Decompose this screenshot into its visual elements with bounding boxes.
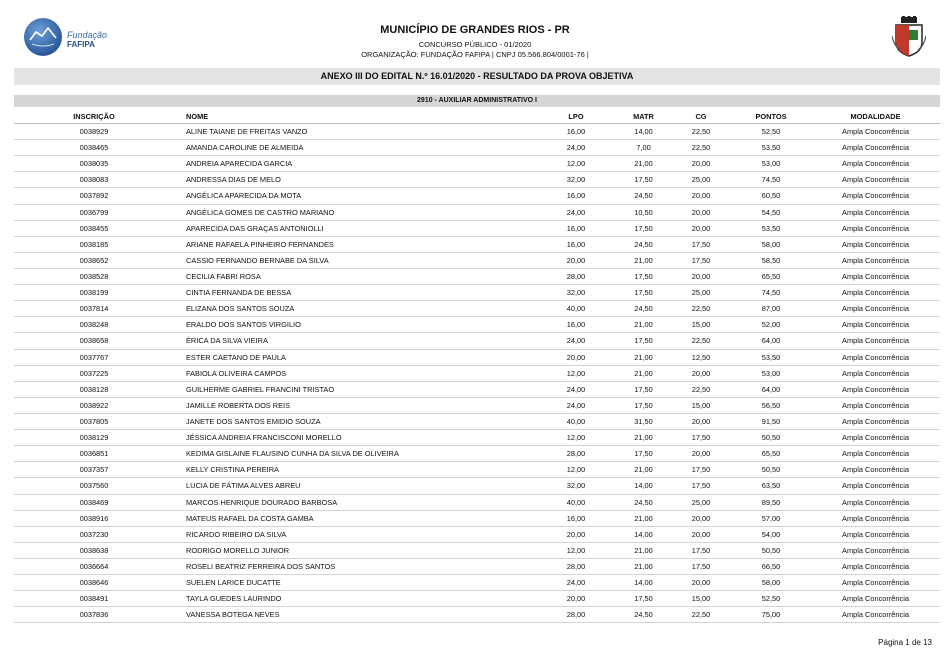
cell-modalidade: Ampla Concorrência — [811, 317, 940, 333]
logo-line1: Fundação — [67, 30, 108, 40]
table-row — [14, 526, 940, 542]
table-row — [14, 252, 940, 268]
cell-pontos: 91,50 — [731, 413, 811, 429]
cell-pontos: 50,50 — [731, 462, 811, 478]
table-row — [14, 591, 940, 607]
cell-cg: 20,00 — [671, 220, 731, 236]
cell-nome: RODRIGO MORELLO JUNIOR — [174, 542, 536, 558]
cell-pontos: 63,50 — [731, 478, 811, 494]
cell-nome: ALINE TAIANE DE FREITAS VANZO — [174, 124, 536, 140]
cell-lpo: 28,00 — [536, 558, 616, 574]
cell-lpo: 24,00 — [536, 397, 616, 413]
cell-cg: 22,50 — [671, 607, 731, 623]
page-number: Página 1 de 13 — [878, 638, 932, 647]
table-row — [14, 462, 940, 478]
cell-matr: 17,50 — [616, 446, 671, 462]
cell-lpo: 24,00 — [536, 333, 616, 349]
cell-nome: SUELEN LARICE DUCATTE — [174, 575, 536, 591]
cell-nome: TAYLA GUEDES LAURINDO — [174, 591, 536, 607]
contest-subtitle: CONCURSO PÚBLICO - 01/2020 — [418, 40, 532, 49]
cell-lpo: 28,00 — [536, 607, 616, 623]
cell-cg: 20,00 — [671, 510, 731, 526]
col-header-pontos: PONTOS — [731, 109, 811, 124]
cell-inscricao: 0037767 — [14, 349, 174, 365]
cell-pontos: 53,00 — [731, 156, 811, 172]
cell-lpo: 12,00 — [536, 430, 616, 446]
cell-matr: 7,00 — [616, 140, 671, 156]
cell-nome: ROSELI BEATRIZ FERREIRA DOS SANTOS — [174, 558, 536, 574]
cell-pontos: 50,50 — [731, 542, 811, 558]
cell-pontos: 53,00 — [731, 365, 811, 381]
annex-title-bar: ANEXO III DO EDITAL N.º 16.01/2020 - RESULTADO DA PROVA OBJETIVA — [14, 68, 940, 85]
cell-lpo: 28,00 — [536, 268, 616, 284]
cell-pontos: 53,50 — [731, 349, 811, 365]
cell-pontos: 65,50 — [731, 268, 811, 284]
table-row — [14, 204, 940, 220]
cell-pontos: 64,00 — [731, 381, 811, 397]
cell-pontos: 52,00 — [731, 317, 811, 333]
cell-cg: 20,00 — [671, 575, 731, 591]
cell-nome: ESTER CAETANO DE PAULA — [174, 349, 536, 365]
cell-inscricao: 0038646 — [14, 575, 174, 591]
cell-cg: 20,00 — [671, 365, 731, 381]
cell-nome: KEDIMA GISLAINE FLAUSINO CUNHA DA SILVA DE OLIVEIRA — [174, 446, 536, 462]
cell-inscricao: 0037814 — [14, 301, 174, 317]
document-title: MUNICÍPIO DE GRANDES RIOS - PR — [380, 24, 570, 36]
cell-nome: GUILHERME GABRIEL FRANCINI TRISTAO — [174, 381, 536, 397]
cell-lpo: 24,00 — [536, 140, 616, 156]
cell-inscricao: 0038248 — [14, 317, 174, 333]
cell-pontos: 54,50 — [731, 204, 811, 220]
cell-cg: 20,00 — [671, 526, 731, 542]
cell-cg: 12,50 — [671, 349, 731, 365]
col-header-modalidade: MODALIDADE — [811, 109, 940, 124]
cell-matr: 17,50 — [616, 172, 671, 188]
cell-matr: 17,50 — [616, 591, 671, 607]
table-row — [14, 140, 940, 156]
cell-cg: 17,50 — [671, 236, 731, 252]
cell-modalidade: Ampla Concorrência — [811, 542, 940, 558]
cell-nome: ANDREIA APARECIDA GARCIA — [174, 156, 536, 172]
cell-cg: 20,00 — [671, 204, 731, 220]
cell-pontos: 58,50 — [731, 252, 811, 268]
cell-inscricao: 0038652 — [14, 252, 174, 268]
cell-nome: MATEUS RAFAEL DA COSTA GAMBA — [174, 510, 536, 526]
cell-lpo: 24,00 — [536, 575, 616, 591]
position-title-bar: 2910 - AUXILIAR ADMINISTRATIVO I — [14, 95, 940, 107]
cell-nome: FABIOLA OLIVEIRA CAMPOS — [174, 365, 536, 381]
cell-lpo: 12,00 — [536, 542, 616, 558]
cell-nome: KELLY CRISTINA PEREIRA — [174, 462, 536, 478]
cell-nome: ANGÉLICA APARECIDA DA MOTA — [174, 188, 536, 204]
cell-inscricao: 0038469 — [14, 494, 174, 510]
cell-cg: 17,50 — [671, 542, 731, 558]
cell-nome: JÉSSICA ANDREIA FRANCISCONI MORELLO — [174, 430, 536, 446]
cell-matr: 31,50 — [616, 413, 671, 429]
cell-modalidade: Ampla Concorrência — [811, 220, 940, 236]
col-header-lpo: LPO — [536, 109, 616, 124]
cell-cg: 20,00 — [671, 413, 731, 429]
cell-lpo: 40,00 — [536, 301, 616, 317]
cell-matr: 21,00 — [616, 317, 671, 333]
cell-pontos: 58,00 — [731, 575, 811, 591]
table-row — [14, 430, 940, 446]
cell-inscricao: 0038929 — [14, 124, 174, 140]
cell-modalidade: Ampla Concorrência — [811, 462, 940, 478]
table-row — [14, 397, 940, 413]
table-row — [14, 494, 940, 510]
cell-inscricao: 0038129 — [14, 430, 174, 446]
cell-nome: ÉRICA DA SILVA VIEIRA — [174, 333, 536, 349]
cell-inscricao: 0038128 — [14, 381, 174, 397]
cell-inscricao: 0038185 — [14, 236, 174, 252]
cell-lpo: 28,00 — [536, 446, 616, 462]
cell-modalidade: Ampla Concorrência — [811, 510, 940, 526]
cell-inscricao: 0037836 — [14, 607, 174, 623]
cell-nome: CASSIO FERNANDO BERNABE DA SILVA — [174, 252, 536, 268]
cell-modalidade: Ampla Concorrência — [811, 558, 940, 574]
cell-matr: 21,00 — [616, 252, 671, 268]
cell-modalidade: Ampla Concorrência — [811, 301, 940, 317]
cell-matr: 21,00 — [616, 430, 671, 446]
cell-pontos: 66,50 — [731, 558, 811, 574]
cell-modalidade: Ampla Concorrência — [811, 397, 940, 413]
cell-nome: CINTIA FERNANDA DE BESSA — [174, 285, 536, 301]
cell-cg: 20,00 — [671, 446, 731, 462]
cell-cg: 15,00 — [671, 591, 731, 607]
cell-lpo: 16,00 — [536, 317, 616, 333]
cell-nome: LUCIA DE FÁTIMA ALVES ABREU — [174, 478, 536, 494]
cell-cg: 20,00 — [671, 188, 731, 204]
table-row — [14, 268, 940, 284]
cell-matr: 24,50 — [616, 301, 671, 317]
cell-matr: 17,50 — [616, 333, 671, 349]
cell-lpo: 40,00 — [536, 494, 616, 510]
cell-pontos: 74,50 — [731, 172, 811, 188]
cell-inscricao: 0038916 — [14, 510, 174, 526]
cell-modalidade: Ampla Concorrência — [811, 124, 940, 140]
table-row — [14, 413, 940, 429]
cell-matr: 14,00 — [616, 124, 671, 140]
cell-matr: 17,50 — [616, 220, 671, 236]
cell-cg: 22,50 — [671, 301, 731, 317]
cell-cg: 22,50 — [671, 140, 731, 156]
cell-matr: 21,00 — [616, 510, 671, 526]
cell-lpo: 20,00 — [536, 252, 616, 268]
cell-cg: 17,50 — [671, 462, 731, 478]
cell-lpo: 16,00 — [536, 124, 616, 140]
cell-inscricao: 0037805 — [14, 413, 174, 429]
cell-pontos: 52,50 — [731, 591, 811, 607]
table-row — [14, 220, 940, 236]
cell-lpo: 20,00 — [536, 349, 616, 365]
cell-inscricao: 0038922 — [14, 397, 174, 413]
col-header-nome: NOME — [174, 109, 536, 124]
cell-pontos: 56,50 — [731, 397, 811, 413]
cell-nome: JAMILLE ROBERTA DOS REIS — [174, 397, 536, 413]
cell-inscricao: 0037230 — [14, 526, 174, 542]
col-header-cg: CG — [671, 109, 731, 124]
cell-nome: VANESSA BOTEGA NEVES — [174, 607, 536, 623]
table-row — [14, 478, 940, 494]
cell-modalidade: Ampla Concorrência — [811, 285, 940, 301]
cell-pontos: 75,00 — [731, 607, 811, 623]
cell-pontos: 89,50 — [731, 494, 811, 510]
cell-matr: 17,50 — [616, 285, 671, 301]
cell-lpo: 12,00 — [536, 462, 616, 478]
cell-inscricao: 0036664 — [14, 558, 174, 574]
cell-matr: 24,50 — [616, 607, 671, 623]
table-row — [14, 124, 940, 140]
cell-cg: 22,50 — [671, 124, 731, 140]
cell-inscricao: 0037560 — [14, 478, 174, 494]
cell-inscricao: 0037892 — [14, 188, 174, 204]
cell-modalidade: Ampla Concorrência — [811, 236, 940, 252]
cell-pontos: 57,00 — [731, 510, 811, 526]
table-row — [14, 607, 940, 623]
cell-inscricao: 0038528 — [14, 268, 174, 284]
cell-pontos: 58,00 — [731, 236, 811, 252]
cell-modalidade: Ampla Concorrência — [811, 607, 940, 623]
cell-inscricao: 0037357 — [14, 462, 174, 478]
cell-lpo: 32,00 — [536, 172, 616, 188]
table-row — [14, 156, 940, 172]
cell-modalidade: Ampla Concorrência — [811, 365, 940, 381]
cell-inscricao: 0038455 — [14, 220, 174, 236]
table-row — [14, 365, 940, 381]
cell-lpo: 24,00 — [536, 381, 616, 397]
cell-modalidade: Ampla Concorrência — [811, 575, 940, 591]
cell-modalidade: Ampla Concorrência — [811, 526, 940, 542]
cell-cg: 20,00 — [671, 268, 731, 284]
cell-pontos: 50,50 — [731, 430, 811, 446]
cell-cg: 15,00 — [671, 397, 731, 413]
cell-modalidade: Ampla Concorrência — [811, 268, 940, 284]
cell-modalidade: Ampla Concorrência — [811, 140, 940, 156]
table-row — [14, 381, 940, 397]
cell-matr: 21,00 — [616, 156, 671, 172]
cell-inscricao: 0038658 — [14, 333, 174, 349]
cell-inscricao: 0038083 — [14, 172, 174, 188]
cell-inscricao: 0038465 — [14, 140, 174, 156]
cell-lpo: 16,00 — [536, 188, 616, 204]
cell-nome: AMANDA CAROLINE DE ALMEIDA — [174, 140, 536, 156]
col-header-matr: MATR — [616, 109, 671, 124]
table-row — [14, 575, 940, 591]
cell-inscricao: 0036799 — [14, 204, 174, 220]
table-header-row — [14, 109, 940, 124]
table-body — [14, 124, 940, 623]
cell-lpo: 32,00 — [536, 478, 616, 494]
cell-nome: ANDRESSA DIAS DE MELO — [174, 172, 536, 188]
cell-pontos: 54,00 — [731, 526, 811, 542]
cell-cg: 20,00 — [671, 156, 731, 172]
cell-nome: ELIZANA DOS SANTOS SOUZA — [174, 301, 536, 317]
cell-nome: CECILIA FABRI ROSA — [174, 268, 536, 284]
table-row — [14, 333, 940, 349]
cell-modalidade: Ampla Concorrência — [811, 156, 940, 172]
cell-pontos: 53,50 — [731, 140, 811, 156]
cell-modalidade: Ampla Concorrência — [811, 188, 940, 204]
cell-modalidade: Ampla Concorrência — [811, 172, 940, 188]
cell-matr: 21,00 — [616, 558, 671, 574]
cell-matr: 21,00 — [616, 365, 671, 381]
cell-modalidade: Ampla Concorrência — [811, 446, 940, 462]
cell-cg: 25,00 — [671, 172, 731, 188]
cell-modalidade: Ampla Concorrência — [811, 430, 940, 446]
cell-pontos: 74,50 — [731, 285, 811, 301]
results-table — [14, 109, 940, 623]
cell-cg: 17,50 — [671, 558, 731, 574]
cell-matr: 21,00 — [616, 462, 671, 478]
table-row — [14, 236, 940, 252]
cell-pontos: 64,00 — [731, 333, 811, 349]
cell-matr: 10,50 — [616, 204, 671, 220]
cell-modalidade: Ampla Concorrência — [811, 591, 940, 607]
table-row — [14, 285, 940, 301]
table-row — [14, 317, 940, 333]
cell-modalidade: Ampla Concorrência — [811, 381, 940, 397]
cell-cg: 22,50 — [671, 333, 731, 349]
cell-matr: 17,50 — [616, 381, 671, 397]
cell-pontos: 53,50 — [731, 220, 811, 236]
cell-modalidade: Ampla Concorrência — [811, 494, 940, 510]
table-row — [14, 510, 940, 526]
cell-matr: 21,00 — [616, 349, 671, 365]
col-header-inscricao: INSCRIÇÃO — [14, 109, 174, 124]
cell-matr: 21,00 — [616, 542, 671, 558]
cell-lpo: 16,00 — [536, 220, 616, 236]
cell-lpo: 20,00 — [536, 591, 616, 607]
cell-lpo: 40,00 — [536, 413, 616, 429]
cell-pontos: 87,00 — [731, 301, 811, 317]
cell-inscricao: 0038491 — [14, 591, 174, 607]
cell-cg: 15,00 — [671, 317, 731, 333]
cell-modalidade: Ampla Concorrência — [811, 478, 940, 494]
cell-nome: ANGÉLICA GOMES DE CASTRO MARIANO — [174, 204, 536, 220]
cell-modalidade: Ampla Concorrência — [811, 349, 940, 365]
cell-matr: 14,00 — [616, 526, 671, 542]
cell-pontos: 65,50 — [731, 446, 811, 462]
cell-inscricao: 0038199 — [14, 285, 174, 301]
table-row — [14, 349, 940, 365]
cell-modalidade: Ampla Concorrência — [811, 204, 940, 220]
cell-lpo: 32,00 — [536, 285, 616, 301]
cell-matr: 24,50 — [616, 188, 671, 204]
cell-matr: 14,00 — [616, 575, 671, 591]
cell-inscricao: 0038638 — [14, 542, 174, 558]
cell-inscricao: 0036851 — [14, 446, 174, 462]
cell-matr: 14,00 — [616, 478, 671, 494]
cell-pontos: 52,50 — [731, 124, 811, 140]
cell-nome: ERALDO DOS SANTOS VIRGILIO — [174, 317, 536, 333]
cell-lpo: 12,00 — [536, 365, 616, 381]
cell-matr: 17,50 — [616, 268, 671, 284]
cell-modalidade: Ampla Concorrência — [811, 252, 940, 268]
cell-lpo: 12,00 — [536, 156, 616, 172]
cell-lpo: 20,00 — [536, 526, 616, 542]
cell-cg: 17,50 — [671, 252, 731, 268]
cell-matr: 24,50 — [616, 236, 671, 252]
cell-nome: JANETE DOS SANTOS EMIDIO SOUZA — [174, 413, 536, 429]
cell-nome: RICARDO RIBEIRO DA SILVA — [174, 526, 536, 542]
cell-cg: 25,00 — [671, 285, 731, 301]
cell-lpo: 16,00 — [536, 510, 616, 526]
organization-subtitle: ORGANIZAÇÃO: FUNDAÇÃO FAFIPA | CNPJ 05.566.804/0001-76 | — [361, 50, 589, 59]
table-row — [14, 446, 940, 462]
cell-modalidade: Ampla Concorrência — [811, 333, 940, 349]
cell-nome: ARIANE RAFAELA PINHEIRO FERNANDES — [174, 236, 536, 252]
table-row — [14, 188, 940, 204]
cell-modalidade: Ampla Concorrência — [811, 413, 940, 429]
cell-inscricao: 0037225 — [14, 365, 174, 381]
cell-matr: 24,50 — [616, 494, 671, 510]
table-row — [14, 301, 940, 317]
cell-inscricao: 0038035 — [14, 156, 174, 172]
cell-lpo: 16,00 — [536, 236, 616, 252]
cell-cg: 22,50 — [671, 381, 731, 397]
cell-matr: 17,50 — [616, 397, 671, 413]
table-row — [14, 172, 940, 188]
table-row — [14, 542, 940, 558]
cell-nome: MARCOS HENRIQUE DOURADO BARBOSA — [174, 494, 536, 510]
cell-cg: 17,50 — [671, 430, 731, 446]
logo-line2: FAFIPA — [67, 40, 95, 49]
cell-cg: 17,50 — [671, 478, 731, 494]
cell-pontos: 60,50 — [731, 188, 811, 204]
cell-lpo: 24,00 — [536, 204, 616, 220]
cell-cg: 25,00 — [671, 494, 731, 510]
table-row — [14, 558, 940, 574]
cell-nome: APARECIDA DAS GRAÇAS ANTONIOLLI — [174, 220, 536, 236]
